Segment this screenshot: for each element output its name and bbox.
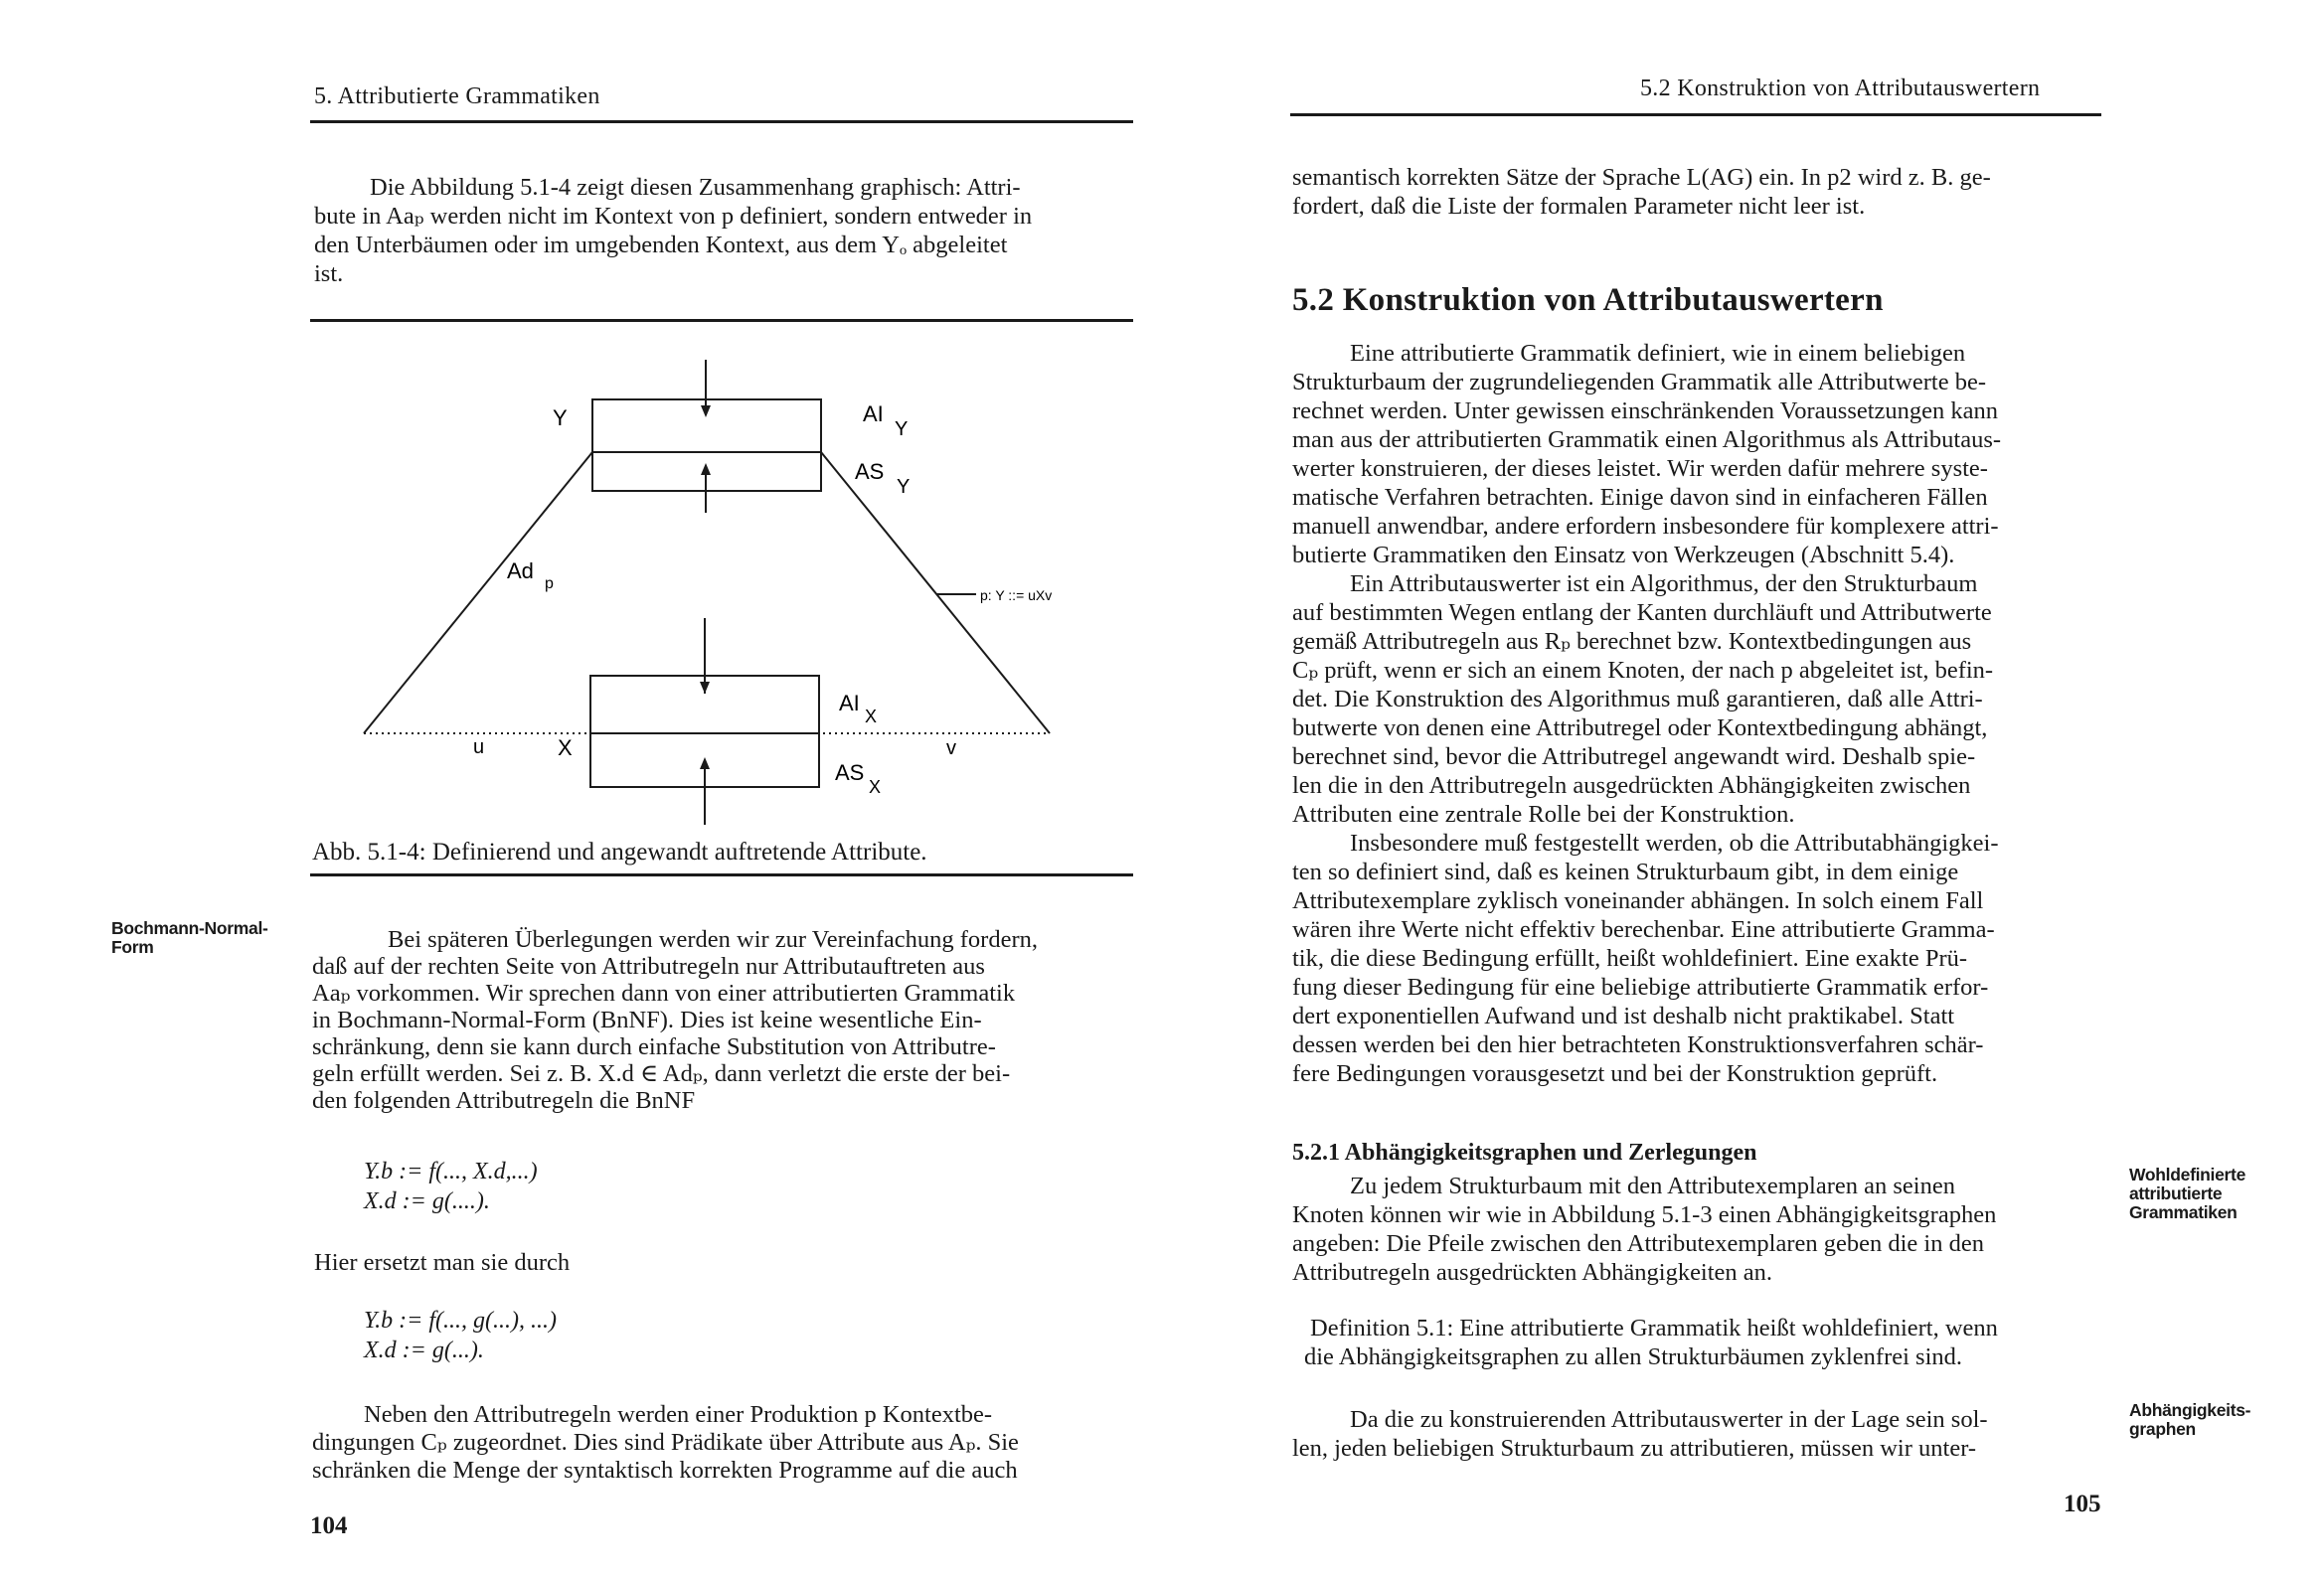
- text-line: dessen werden bei den hier betrachteten Konstruktionsverfahren schär-: [1292, 1031, 1984, 1058]
- text-line: Cₚ prüft, wenn er sich an einem Knoten, der nach p abgeleitet ist, befin-: [1292, 657, 1994, 684]
- text-line: Insbesondere muß festgestellt werden, ob die Attributabhängigkei-: [1350, 830, 1999, 857]
- label-as-y: AS: [855, 459, 885, 484]
- right-header-rule: [1290, 113, 2101, 116]
- bnf-paragraph: [312, 926, 1135, 1114]
- text-line: Definition 5.1: Eine attributierte Grammatik heißt wohldefiniert, wenn: [1310, 1315, 1998, 1341]
- left-header-rule: [310, 120, 1133, 123]
- text-line: Bei späteren Überlegungen werden wir zur Vereinfachung fordern,: [388, 926, 1038, 953]
- text-line: Eine attributierte Grammatik definiert, wie in einem beliebigen: [1350, 340, 1966, 367]
- margin-note-line: Wohldefinierte: [2129, 1165, 2246, 1184]
- tree-left-edge: [364, 452, 592, 733]
- label-v: v: [946, 737, 956, 759]
- text-line: Ein Attributauswerter ist ein Algorithmus, der den Strukturbaum: [1350, 570, 1978, 597]
- text-line: butierte Grammatiken den Einsatz von Werkzeugen (Abschnitt 5.4).: [1292, 542, 1955, 568]
- text-line: gemäß Attributregeln aus Rₚ berechnet bzw. Kontextbedingungen aus: [1292, 628, 1972, 655]
- right-page-header: 5.2 Konstruktion von Attributauswertern: [1640, 76, 2041, 101]
- label-ad-p-sub: p: [545, 575, 554, 592]
- text-line: ten so definiert sind, daß es keinen Strukturbaum gibt, in dem einige: [1292, 859, 1959, 885]
- definition-5-1: [1304, 1314, 2105, 1371]
- text-line: Aaₚ vorkommen. Wir sprechen dann von einer attributierten Grammatik: [312, 980, 1016, 1007]
- margin-note-bnf: [111, 919, 268, 957]
- margin-note-line: Bochmann-Normal-: [111, 918, 268, 938]
- label-y: Y: [553, 405, 568, 430]
- text-line: Attributexemplare zyklisch voneinander abhängen. In solch einem Fall: [1292, 887, 1984, 914]
- text-line: daß auf der rechten Seite von Attributregeln nur Attributauftreten aus: [312, 953, 985, 980]
- text-line: tik, die diese Bedingung erfüllt, heißt wohldefiniert. Eine exakte Prü-: [1292, 945, 1968, 972]
- text-line: schränkung, denn sie kann durch einfache Substitution von Attributre-: [312, 1033, 996, 1060]
- figure-top-rule: [310, 319, 1133, 322]
- text-line: Knoten können wir wie in Abbildung 5.1-3 einen Abhängigkeitsgraphen: [1292, 1201, 1997, 1228]
- section-title: 5.2 Konstruktion von Attributauswertern: [1292, 282, 1884, 318]
- left-page-number: 104: [310, 1512, 348, 1539]
- code-line: X.d := g(....).: [364, 1188, 490, 1214]
- figure-caption: Abb. 5.1-4: Definierend und angewandt auftretende Attribute.: [312, 839, 927, 866]
- code-line: X.d := g(...).: [364, 1338, 484, 1363]
- text-line: die Abhängigkeitsgraphen zu allen Strukturbäumen zyklenfrei sind.: [1304, 1343, 1963, 1370]
- label-as-y-sub: Y: [897, 476, 911, 498]
- label-as-x-sub: X: [869, 777, 882, 797]
- section-paragraph-2: [1292, 569, 2105, 829]
- attribute-figure: [310, 338, 1133, 835]
- text-line: fordert, daß die Liste der formalen Parameter nicht leer ist.: [1292, 193, 1866, 220]
- text-line: matische Verfahren betrachten. Einige davon sind in einfacheren Fällen: [1292, 484, 1988, 511]
- text-line: in Bochmann-Normal-Form (BnNF). Dies ist keine wesentliche Ein-: [312, 1007, 982, 1033]
- text-line: Zu jedem Strukturbaum mit den Attributexemplaren an seinen: [1350, 1173, 1955, 1199]
- label-x: X: [558, 735, 573, 760]
- label-ad-p: Ad: [507, 558, 534, 583]
- text-line: den Unterbäumen oder im umgebenden Kontext, aus dem Yₒ abgeleitet: [314, 232, 1008, 258]
- context-paragraph: [312, 1401, 1135, 1485]
- text-line: auf bestimmten Wegen entlang der Kanten durchläuft und Attributwerte: [1292, 599, 1992, 626]
- text-line: Neben den Attributregeln werden einer Produktion p Kontextbe-: [364, 1401, 993, 1428]
- section-paragraph-5: [1292, 1405, 2105, 1463]
- text-line: Die Abbildung 5.1-4 zeigt diesen Zusammenhang graphisch: Attri-: [370, 174, 1021, 201]
- text-line: semantisch korrekten Sätze der Sprache L(AG) ein. In p2 wird z. B. ge-: [1292, 164, 1991, 191]
- label-ai-x-sub: X: [865, 707, 878, 726]
- text-line: berechnet sind, bevor die Attributregel angewandt wird. Deshalb spie-: [1292, 743, 1976, 770]
- replace-line: Hier ersetzt man sie durch: [314, 1249, 571, 1276]
- text-line: det. Die Konstruktion des Algorithmus muß garantieren, daß alle Attri-: [1292, 686, 1983, 712]
- label-ai-y-sub: Y: [895, 418, 909, 440]
- subsection-title: 5.2.1 Abhängigkeitsgraphen und Zerlegungen: [1292, 1140, 1757, 1166]
- section-paragraph-3: [1292, 829, 2105, 1088]
- text-line: dingungen Cₚ zugeordnet. Dies sind Prädikate über Attribute aus Aₚ. Sie: [312, 1429, 1019, 1456]
- rule-block-1: [364, 1157, 538, 1216]
- text-line: werter konstruieren, der dieses leistet. Wir werden dafür mehrere syste-: [1292, 455, 1988, 482]
- margin-note-abhaengigkeit: [2129, 1401, 2250, 1439]
- text-line: Da die zu konstruierenden Attributauswerter in der Lage sein sol-: [1350, 1406, 1988, 1433]
- label-u: u: [473, 736, 485, 758]
- text-line: bute in Aaₚ werden nicht im Kontext von p definiert, sondern entweder in: [314, 203, 1033, 230]
- text-line: schränken die Menge der syntaktisch korrekten Programme auf die auch: [312, 1457, 1018, 1484]
- code-line: Y.b := f(..., X.d,...): [364, 1159, 538, 1184]
- text-line: fere Bedingungen vorausgesetzt und bei der Konstruktion geprüft.: [1292, 1060, 1938, 1087]
- text-line: len, jeden beliebigen Strukturbaum zu attributieren, müssen wir unter-: [1292, 1435, 1977, 1462]
- section-paragraph-4: [1292, 1172, 2105, 1287]
- code-line: Y.b := f(..., g(...), ...): [364, 1308, 557, 1334]
- text-line: rechnet werden. Unter gewissen einschränkenden Voraussetzungen kann: [1292, 397, 1999, 424]
- right-page-number: 105: [2064, 1491, 2101, 1517]
- text-line: butwerte von denen eine Attributregel oder Kontextbedingung abhängt,: [1292, 714, 1988, 741]
- text-line: Strukturbaum der zugrundeliegenden Grammatik alle Attributwerte be-: [1292, 369, 1987, 395]
- text-line: wären ihre Werte nicht effektiv berechenbar. Eine attributierte Gramma-: [1292, 916, 1995, 943]
- margin-note-wohldefiniert: [2129, 1166, 2245, 1222]
- text-line: geln erfüllt werden. Sei z. B. X.d ∈ Adₚ, dann verletzt die erste der bei-: [312, 1060, 1011, 1087]
- text-line: angeben: Die Pfeile zwischen den Attributexemplaren geben die in den: [1292, 1230, 1984, 1257]
- text-line: fung dieser Bedingung für eine beliebige attributierte Grammatik erfor-: [1292, 974, 1989, 1001]
- text-line: Attributregeln ausgedrückten Abhängigkeiten an.: [1292, 1259, 1773, 1286]
- margin-note-line: graphen: [2129, 1419, 2196, 1439]
- arrow-head: [701, 405, 711, 417]
- section-paragraph-1: [1292, 339, 2105, 569]
- arrow-head: [701, 463, 711, 475]
- arrow-head: [700, 757, 710, 769]
- rule-block-2: [364, 1306, 557, 1365]
- text-line: Attributen eine zentrale Rolle bei der Konstruktion.: [1292, 801, 1795, 828]
- text-line: dert exponentiellen Aufwand und ist deshalb nicht praktikabel. Statt: [1292, 1003, 1955, 1029]
- label-production: p: Y ::= uXv: [980, 587, 1053, 603]
- label-as-x: AS: [835, 760, 865, 785]
- margin-note-line: Form: [111, 937, 154, 957]
- margin-note-line: Grammatiken: [2129, 1202, 2238, 1222]
- text-line: man aus der attributierten Grammatik einen Algorithmus als Attributaus-: [1292, 426, 2002, 453]
- text-line: len die in den Attributregeln ausgedrückten Abhängigkeiten zwischen: [1292, 772, 1971, 799]
- caption-rule: [310, 873, 1133, 876]
- right-top-paragraph: [1292, 163, 2105, 221]
- left-intro-paragraph: [314, 173, 1135, 288]
- margin-note-line: attributierte: [2129, 1183, 2223, 1203]
- left-page-header: 5. Attributierte Grammatiken: [314, 83, 600, 109]
- arrow-head: [700, 682, 710, 694]
- text-line: den folgenden Attributregeln die BnNF: [312, 1087, 696, 1114]
- text-line: manuell anwendbar, andere erfordern insbesondere für komplexere attri-: [1292, 513, 1999, 540]
- margin-note-line: Abhängigkeits-: [2129, 1400, 2251, 1420]
- label-ai-x: AI: [839, 691, 860, 715]
- text-line: ist.: [314, 260, 344, 287]
- label-ai-y: AI: [863, 401, 884, 426]
